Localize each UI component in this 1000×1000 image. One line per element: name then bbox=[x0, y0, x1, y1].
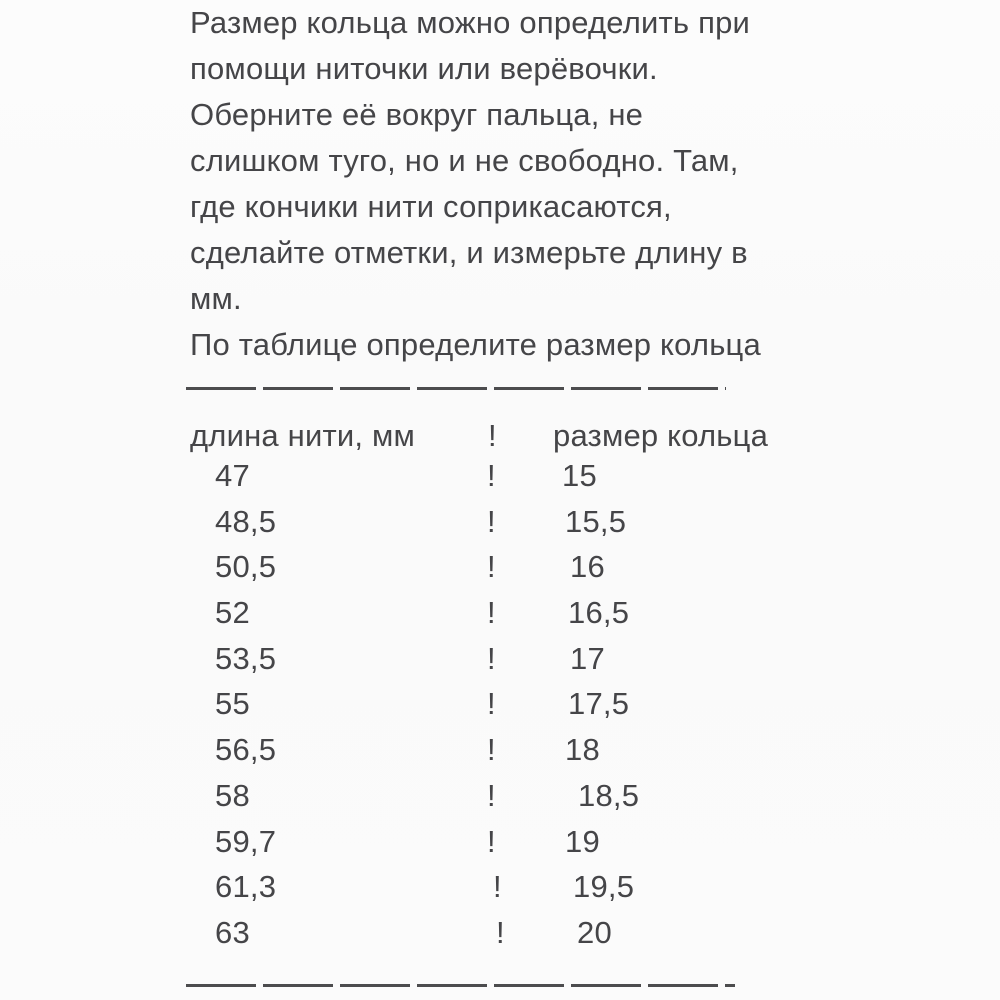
thread-length-value: 47 bbox=[215, 458, 250, 493]
header-ring-size: размер кольца bbox=[553, 418, 769, 453]
ring-size-value: 20 bbox=[577, 914, 612, 950]
ring-size-value: 17,5 bbox=[568, 686, 630, 722]
ring-size-value: 15 bbox=[562, 458, 597, 493]
ring-size-value: 19,5 bbox=[573, 869, 635, 905]
table-row bbox=[190, 551, 810, 597]
ring-size-table bbox=[190, 418, 810, 950]
ring-size-value: 17 bbox=[570, 640, 605, 676]
table-row bbox=[190, 460, 810, 506]
table-row bbox=[190, 823, 810, 872]
intro-line: помощи ниточки или верёвочки. bbox=[190, 51, 658, 86]
row-separator: ! bbox=[487, 640, 496, 676]
row-separator: ! bbox=[493, 869, 502, 905]
intro-line: слишком туго, но и не свободно. Там, bbox=[190, 143, 739, 178]
row-separator: ! bbox=[487, 686, 496, 722]
ring-size-value: 18 bbox=[565, 732, 600, 768]
header-thread-length: длина нити, мм bbox=[190, 418, 416, 453]
table-top-rule bbox=[186, 387, 726, 390]
thread-length-value: 61,3 bbox=[215, 869, 277, 905]
table-row bbox=[190, 597, 810, 643]
ring-size-value: 18,5 bbox=[578, 777, 640, 813]
thread-length-value: 50,5 bbox=[215, 549, 277, 585]
intro-line: Размер кольца можно определить при bbox=[190, 5, 751, 40]
table-row bbox=[190, 777, 810, 826]
ring-size-value: 16,5 bbox=[568, 595, 630, 631]
table-row bbox=[190, 503, 810, 552]
table-row bbox=[190, 871, 810, 917]
thread-length-value: 52 bbox=[215, 595, 250, 631]
row-separator: ! bbox=[487, 549, 496, 585]
thread-length-value: 63 bbox=[215, 914, 250, 950]
thread-length-value: 56,5 bbox=[215, 732, 277, 768]
intro-line: Оберните её вокруг пальца, не bbox=[190, 97, 644, 132]
thread-length-value: 58 bbox=[215, 777, 250, 813]
table-body bbox=[190, 460, 810, 963]
table-row bbox=[190, 734, 810, 780]
row-separator: ! bbox=[487, 777, 496, 813]
row-separator: ! bbox=[487, 595, 496, 631]
header-separator: ! bbox=[488, 418, 497, 453]
row-separator: ! bbox=[487, 458, 496, 493]
row-separator: ! bbox=[487, 732, 496, 768]
thread-length-value: 53,5 bbox=[215, 640, 277, 676]
ring-size-value: 16 bbox=[570, 549, 605, 585]
intro-line: По таблице определите размер кольца bbox=[190, 327, 761, 362]
ring-size-value: 15,5 bbox=[565, 503, 627, 539]
thread-length-value: 55 bbox=[215, 686, 250, 722]
thread-length-value: 48,5 bbox=[215, 503, 277, 539]
intro-line: сделайте отметки, и измерьте длину в bbox=[190, 235, 748, 270]
row-separator: ! bbox=[487, 503, 496, 539]
intro-line: где кончики нити соприкасаются, bbox=[190, 189, 672, 224]
row-separator: ! bbox=[487, 823, 496, 859]
table-row bbox=[190, 914, 810, 963]
table-row bbox=[190, 688, 810, 734]
table-row bbox=[190, 640, 810, 689]
intro-line: мм. bbox=[190, 281, 242, 316]
table-bottom-rule bbox=[186, 984, 735, 987]
thread-length-value: 59,7 bbox=[215, 823, 277, 859]
row-separator: ! bbox=[496, 914, 505, 950]
ring-size-value: 19 bbox=[565, 823, 600, 859]
table-header-row bbox=[190, 420, 810, 460]
intro-paragraph bbox=[190, 0, 810, 368]
